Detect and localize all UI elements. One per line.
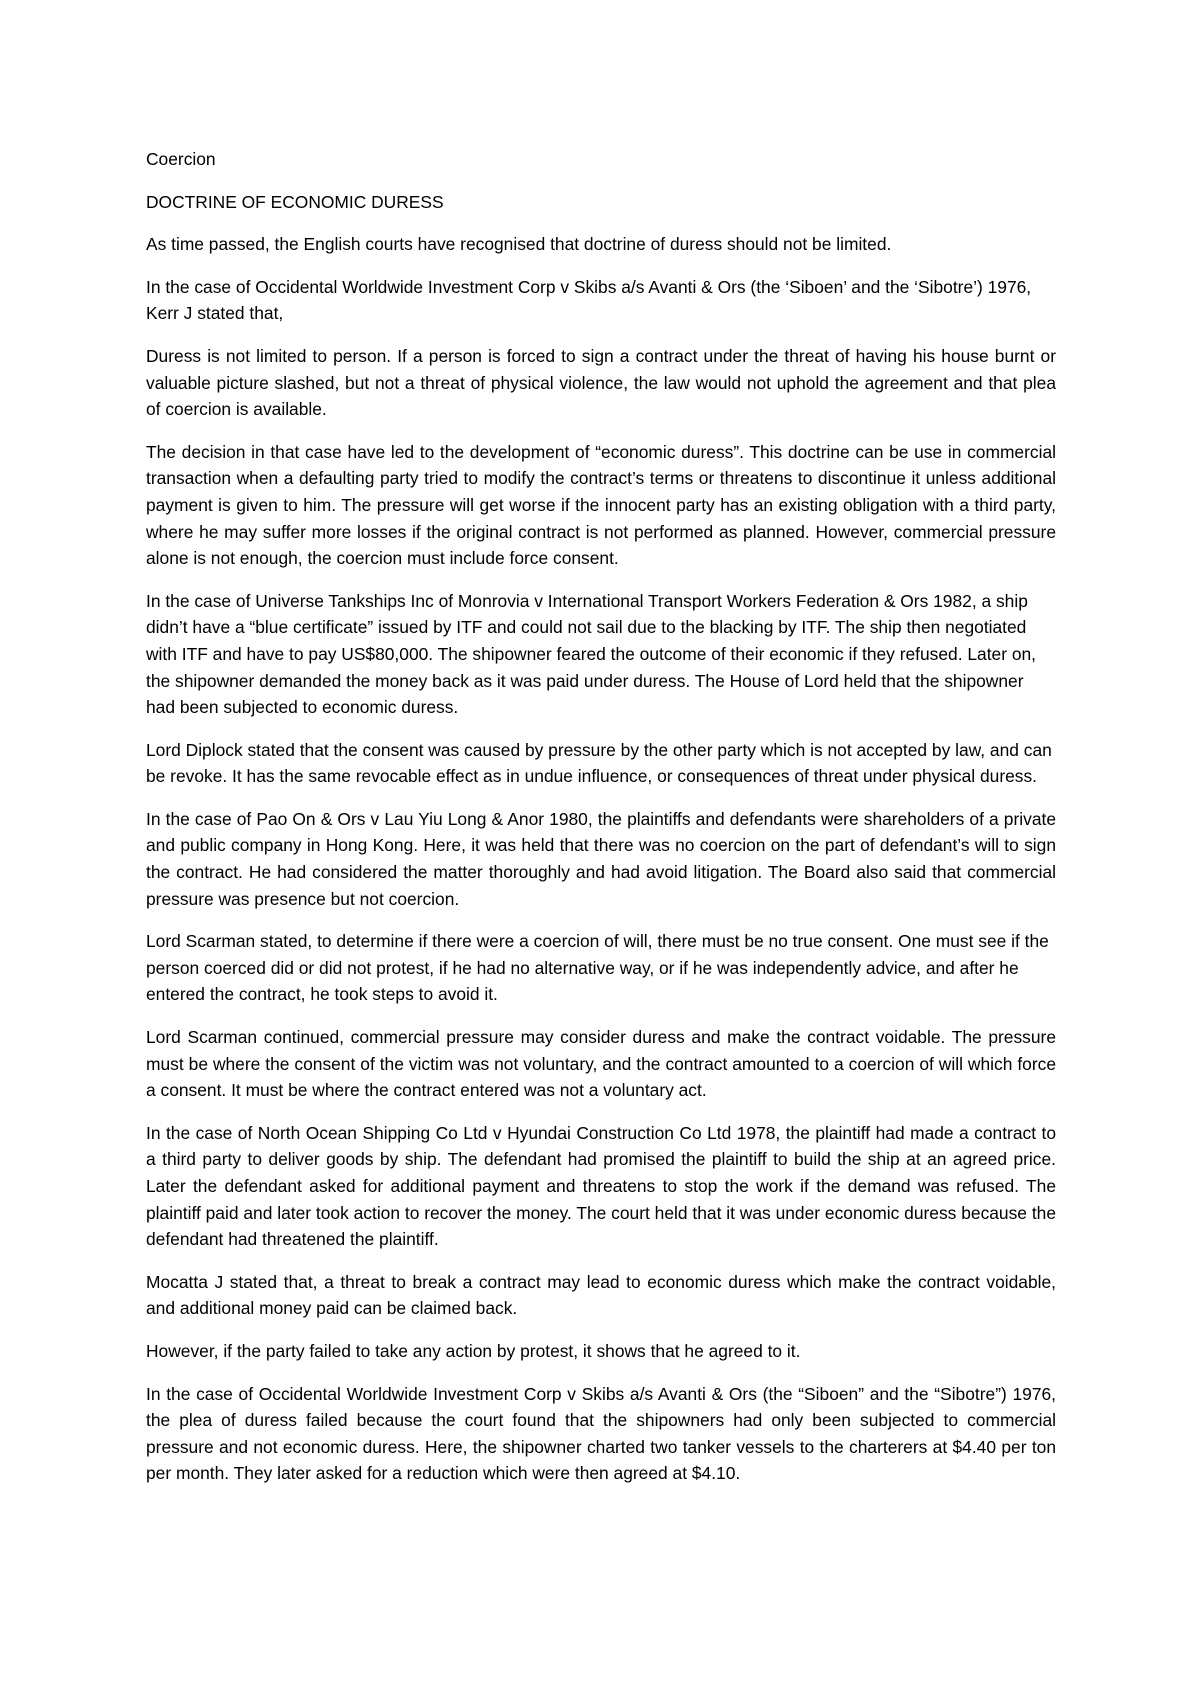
paragraph-lord-scarman: Lord Scarman stated, to determine if there were a coercion of will, there must be no true consent. One must see if the person coerced did or did not protest, if he had no alternative way, or if he was independently advice, and after he entered the contract, he took steps to avoid it. [146,931,1049,1005]
paragraph-lord-scarman-continued: Lord Scarman continued, commercial pressure may consider duress and make the contract voidable. The pressure must be where the consent of the victim was not voluntary, and the contract amounted to a coercion of will which force a consent. It must be where the contract entered was not a voluntary act. [146,1027,1056,1101]
paragraph-mocatta: Mocatta J stated that, a threat to break a contract may lead to economic duress which make the contract voidable, and additional money paid can be claimed back. [146,1271,1056,1319]
paragraph-occidental-case: In the case of Occidental Worldwide Investment Corp v Skibs a/s Avanti & Ors (the ‘Siboen’ and the ‘Sibotre’) 1976, Kerr J stated that, [146,276,1032,324]
paragraph-lord-diplock: Lord Diplock stated that the consent was caused by pressure by the other party which is not accepted by law, and can be revoke. It has the same revocable effect as in undue influence, or consequences of threat under physical duress. [146,739,1052,787]
paragraph-universe-tankships: In the case of Universe Tankships Inc of Monrovia v International Transport Workers Federation & Ors 1982, a ship didn’t have a “blue certificate” issued by ITF and could not sail due to the blacking by ITF. The ship then negotiated with ITF and have to pay US$80,000. The shipowner feared the outcome of their economic if they refused. Later on, the shipowner demanded the money back as it was paid under duress. The House of Lord held that the shipowner had been subjected to economic duress. [146,590,1037,718]
document-title: Coercion [146,149,216,169]
paragraph-north-ocean: In the case of North Ocean Shipping Co Ltd v Hyundai Construction Co Ltd 1978, the plaintiff had made a contract to a third party to deliver goods by ship. The defendant had promised the plaintiff to build the ship at an agreed price. Later the defendant asked for additional payment and threatens to stop the work if the demand was refused. The plaintiff paid and later took action to recover the money. The court held that it was under economic duress because the defendant had threatened the plaintiff. [146,1122,1056,1250]
paragraph-kerr-quote: Duress is not limited to person. If a person is forced to sign a contract under the threat of having his house burnt or valuable picture slashed, but not a threat of physical violence, the law would not uphold the agreement and that plea of coercion is available. [146,345,1056,420]
section-heading: DOCTRINE OF ECONOMIC DURESS [146,191,444,212]
paragraph-protest: However, if the party failed to take any action by protest, it shows that he agreed to it. [146,1340,801,1361]
paragraph-occidental-plea: In the case of Occidental Worldwide Investment Corp v Skibs a/s Avanti & Ors (the “Siboen” and the “Sibotre”) 1976, the plea of duress failed because the court found that the shipowners had only been subjected to commercial pressure and not economic duress. Here, the shipowner charted two tanker vessels to the charterers at $4.40 per ton per month. They later asked for a reduction which were then agreed at $4.10. [146,1383,1056,1484]
paragraph-economic-duress: The decision in that case have led to the development of “economic duress”. This doctrine can be use in commercial transaction when a defaulting party tried to modify the contract’s terms or threatens to discontinue it unless additional payment is given to him. The pressure will get worse if the innocent party has an existing obligation with a third party, where he may suffer more losses if the original contract is not performed as planned. However, commercial pressure alone is not enough, the coercion must include force consent. [146,441,1056,569]
paragraph-pao-on: In the case of Pao On & Ors v Lau Yiu Long & Anor 1980, the plaintiffs and defendants were shareholders of a private and public company in Hong Kong. Here, it was held that there was no coercion on the part of defendant’s will to sign the contract. He had considered the matter thoroughly and had avoid litigation. The Board also said that commercial pressure was presence but not coercion. [146,808,1056,909]
paragraph-intro: As time passed, the English courts have recognised that doctrine of duress should not be limited. [146,234,892,255]
document-body [146,146,1056,1503]
